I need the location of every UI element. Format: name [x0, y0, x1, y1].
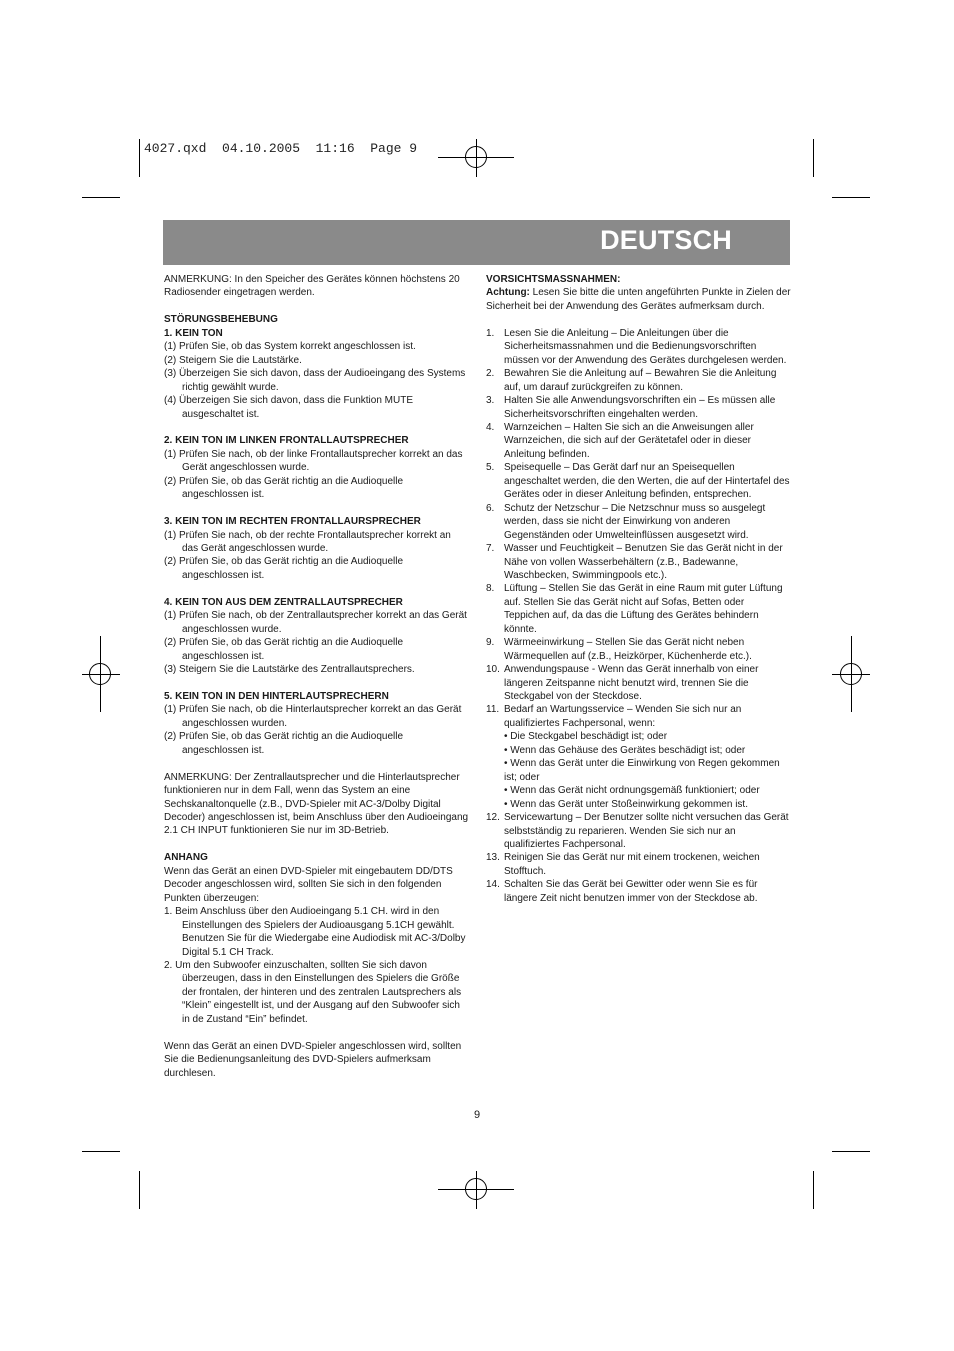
item-text: Servicewartung – Der Benutzer sollte nicht versuchen das Gerät selbstständig zu reparieren. Wenden Sie sich nur an qualifiziertes Fachpersonal. — [504, 812, 789, 851]
section-heading: 5. KEIN TON IN DEN HINTERLAUTSPRECHERN — [164, 690, 389, 702]
list-item — [486, 878, 791, 905]
list-item: (1) Prüfen Sie nach, ob der Zentrallautsprecher korrekt an das Gerät angeschlossen wurde. — [164, 610, 467, 635]
list-item — [486, 502, 791, 542]
item-number: 13. — [486, 852, 500, 864]
precautions-heading: VORSICHTSMASSNAHMEN: — [486, 274, 621, 285]
bullet-item: • Die Steckgabel beschädigt ist; oder — [504, 731, 668, 743]
print-slug: 4027.qxd 04.10.2005 11:16 Page 9 — [144, 141, 418, 156]
list-item: (3) Überzeigen Sie sich davon, dass der Audioeingang des Systems richtig gewählt wurde. — [164, 368, 466, 393]
list-item: 1. Beim Anschluss über den Audioeingang 5.1 CH. wird in den Einstellungen des Spielers der Audioausgang 5.1CH gewählt. Benutzen Sie für die Wiedergabe eine Audiodisk mit AC-3/Dolby Digital 5.1 CH Track. — [164, 906, 466, 958]
appendix-heading: ANHANG — [164, 852, 208, 864]
list-item: (2) Prüfen Sie, ob das Gerät richtig an die Audioquelle angeschlossen ist. — [164, 731, 404, 756]
list-item — [486, 394, 791, 421]
right-column — [486, 273, 791, 905]
list-item: (1) Prüfen Sie nach, ob der linke Frontallautsprecher korrekt an das Gerät angeschlossen wurde. — [164, 448, 463, 474]
attention-text: Lesen Sie bitte die unten angeführten Punkte in Zielen der Sicherheit bei der Anwendung des Gerätes aufmerksam durch. — [486, 287, 791, 312]
section-heading: 4. KEIN TON AUS DEM ZENTRALLAUTSPRECHER — [164, 596, 403, 608]
list-item: (1) Prüfen Sie nach, ob der rechte Frontallautsprecher korrekt an das Gerät angeschlossen wurde. — [164, 529, 451, 555]
list-item — [486, 421, 791, 461]
troubleshooting-heading: STÖRUNGSBEHEBUNG — [164, 314, 278, 326]
list-item — [486, 542, 791, 582]
bullet-item: • Wenn das Gerät nicht ordnungsgemäß funktioniert; oder — [504, 785, 760, 797]
list-item — [486, 851, 791, 878]
list-item: (2) Prüfen Sie, ob das Gerät richtig an die Audioquelle angeschlossen ist. — [164, 637, 404, 662]
attention-paragraph — [486, 286, 791, 313]
item-text: Bewahren Sie die Anleitung auf – Bewahren Sie die Anleitung auf, um darauf zurückgreifen zu können. — [504, 368, 777, 393]
note-speakers: ANMERKUNG: Der Zentrallautsprecher und die Hinterlautsprecher funktionieren nur in dem Fall, wenn das System an eine Sechskanaltonquelle (z.B., DVD-Spieler mit AC-3/Dolby Digital Decoder) angeschlossen ist, beim Anschluss über den Audioeingang 2.1 CH INPUT funktionieren Sie nur im 3D-Betrieb. — [164, 771, 469, 837]
item-text: Reinigen Sie das Gerät nur mit einem trockenen, weichen Stofftuch. — [504, 852, 760, 877]
item-text: Halten Sie alle Anwendungsvorschriften ein – Es müssen alle Sicherheitsvorschriften eingehalten werden. — [504, 395, 776, 420]
list-item — [486, 811, 791, 851]
list-item — [486, 367, 791, 394]
item-text: Wasser und Feuchtigkeit – Benutzen Sie das Gerät nicht in der Nähe von vollen Wasserbehältern (z.B., Badewanne, Waschbecken, Swimmingpools etc.). — [504, 543, 783, 581]
list-item: (4) Überzeigen Sie sich davon, dass die Funktion MUTE ausgeschaltet ist. — [164, 395, 414, 420]
item-number: 8. — [486, 583, 495, 595]
attention-label: Achtung: — [486, 287, 530, 299]
list-item — [486, 703, 791, 730]
list-item: (2) Steigern Sie die Lautstärke. — [164, 354, 302, 366]
item-text: Bedarf an Wartungsservice – Wenden Sie sich nur an qualifiziertes Fachpersonal, wenn: — [504, 704, 742, 729]
language-header-bar — [163, 220, 790, 265]
left-column — [164, 273, 469, 1080]
item-number: 6. — [486, 502, 495, 514]
section-heading: 3. KEIN TON IM RECHTEN FRONTALLAURSPRECHER — [164, 516, 421, 528]
section-heading: 2. KEIN TON IM LINKEN FRONTALLAUTSPRECHER — [164, 435, 409, 447]
list-item: (1) Prüfen Sie, ob das System korrekt angeschlossen ist. — [164, 341, 416, 353]
appendix-intro: Wenn das Gerät an einen DVD-Spieler mit eingebautem DD/DTS Decoder angeschlossen wird, sollten Sie sich in den folgenden Punkten überzeugen: — [164, 865, 453, 904]
bullet-item: • Wenn das Gerät unter Stoßeinwirkung gekommen ist. — [504, 798, 748, 810]
item-text: Anwendungspause - Wenn das Gerät innerhalb von einer längeren Zeitspanne nicht benutzt wird, trennen Sie die Steckgabel von der Steckdose. — [504, 664, 759, 703]
note-radio-memory: ANMERKUNG: In den Speicher des Gerätes können höchstens 20 Radiosender eingetragen werden. — [164, 274, 460, 299]
list-item — [486, 582, 791, 636]
item-number: 1. — [486, 327, 495, 339]
section-heading: 1. KEIN TON — [164, 327, 223, 339]
list-item: 2. Um den Subwoofer einzuschalten, sollten Sie sich davon überzeugen, dass in den Einstellungen des Spielers die Größe der frontalen, der hinteren und des zentralen Lautsprechers als “Klein” eingestellt ist, und der Ausgang auf den Subwoofer sich in de Zustand “Ein” befindet. — [164, 960, 462, 1025]
item-number: 2. — [486, 368, 495, 380]
item-text: Wärmeeinwirkung – Stellen Sie das Gerät nicht neben Wärmequellen auf (z.B., Heizkörper, Küchenherde etc.). — [504, 637, 752, 662]
item-number: 9. — [486, 637, 495, 649]
list-item: (2) Prüfen Sie, ob das Gerät richtig an die Audioquelle angeschlossen ist. — [164, 475, 404, 501]
list-item — [486, 663, 791, 703]
item-text: Schutz der Netzschur – Die Netzschnur muss so ausgelegt werden, dass sie nicht der Einwirkung von anderen Gegenständen oder Umwelteinflüssen ausgesetzt wird. — [504, 502, 766, 541]
page-number: 9 — [473, 1109, 481, 1121]
list-item: (2) Prüfen Sie, ob das Gerät richtig an die Audioquelle angeschlossen ist. — [164, 556, 404, 581]
item-number: 5. — [486, 462, 495, 474]
bullet-item: • Wenn das Gehäuse des Gerätes beschädigt ist; oder — [504, 744, 746, 756]
item-number: 11. — [486, 704, 500, 716]
item-number: 7. — [486, 543, 495, 555]
list-item — [486, 636, 791, 663]
item-text: Speisequelle – Das Gerät darf nur an Speisequellen angeschaltet werden, die den Werten, die auf der Hintertafel des Gerätes oder in dieser Anleitung befinden, entsprechen. — [504, 462, 790, 501]
item-number: 3. — [486, 395, 495, 407]
list-item — [486, 461, 791, 501]
item-text: Schalten Sie das Gerät bei Gewitter oder wenn Sie es für längere Zeit nicht benutzen immer von der Steckdose ab. — [504, 879, 758, 904]
item-number: 4. — [486, 421, 495, 433]
bullet-item: • Wenn das Gerät unter die Einwirkung von Regen gekommen ist; oder — [504, 758, 780, 783]
list-item — [486, 327, 791, 367]
item-text: Warnzeichen – Halten Sie sich an die Anweisungen aller Warnzeichen, die sich auf der Gerätetafel oder in dieser Anleitung befinden. — [504, 421, 754, 460]
list-item: (1) Prüfen Sie nach, ob die Hinterlautsprecher korrekt an das Gerät angeschlossen wurden. — [164, 704, 462, 729]
language-title: DEUTSCH — [600, 225, 732, 255]
appendix-outro: Wenn das Gerät an einen DVD-Spieler angeschlossen wird, sollten Sie die Bedienungsanleitung des DVD-Spielers aufmerksam durchlesen. — [164, 1040, 462, 1079]
item-number: 10. — [486, 664, 500, 676]
item-number: 12. — [486, 812, 500, 824]
item-text: Lüftung – Stellen Sie das Gerät in eine Raum mit guter Lüftung auf. Stellen Sie das Gerät nicht auf Sofas, Betten oder Teppichen auf, da das die Lüftung des Gerätes behindern könnte. — [504, 583, 783, 635]
item-number: 14. — [486, 879, 500, 891]
item-text: Lesen Sie die Anleitung – Die Anleitungen über die Sicherheitsmassnahmen und die Bedienungsvorschriften müssen vor der Anwendung des Gerätes durchgelesen werden. — [504, 327, 787, 366]
list-item: (3) Steigern Sie die Lautstärke des Zentrallautsprechers. — [164, 664, 415, 676]
